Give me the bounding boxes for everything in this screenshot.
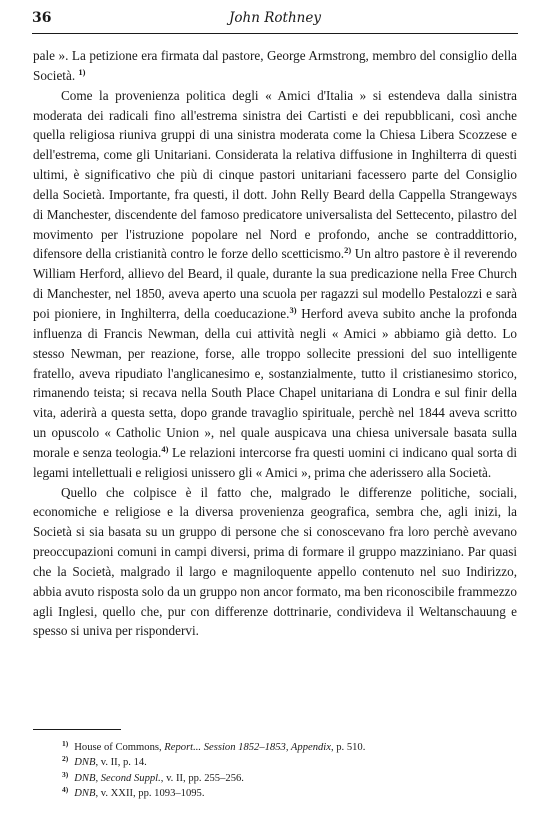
page-number: 36: [32, 10, 52, 26]
footnote-ref: 3): [289, 304, 297, 315]
footnote-ref: 2): [344, 245, 352, 256]
paragraph-text: Come la provenienza politica degli « Amici d'Italia » si estendeva dalla sinistra moderata dei radicali fino all'estrema sinistra dei Cartisti e dei repubblicani, così anche quella religiosa riuniva gruppi di una sinistra moderata come la Chiesa Libera Scozzese e dell'estrema, come gli Unitariani. Considerata la relativa diffusione in Inghilterra di questi ultimi, è significativo che più di cinque pastori unitariani facessero parte del Consiglio della Società. Importante, fra questi, il dott. John Relly Beard della Cappella Strangeways di Manchester, discendente del famoso predicatore universalista del Settecento, pilastro del movimento per l'istruzione popolare nel Nord e profondo, anche se contraddittorio, difensore della cristianità contro le forze dello scetticismo.: [33, 87, 517, 262]
paragraph-text: Un altro pastore è il reverendo William Herford, allievo del Beard, il quale, durante la sua predicazione nella Free Church di Manchester, nel 1850, aveva aperto una scuola per ragazzi sul modello Pestalozzi e sarà poi pioniere, in Inghilterra, della coeducazione.: [33, 246, 518, 321]
running-head: John Rothney: [229, 10, 321, 26]
footnote-ref: 4): [161, 443, 169, 454]
footnote-title: DNB, Second Suppl.: [74, 772, 161, 784]
header-rule: [32, 33, 518, 34]
footnote-mark: 4): [62, 784, 69, 794]
footnote-mark: 2): [62, 754, 69, 764]
footnote-title: DNB: [74, 787, 96, 799]
page-header: [32, 8, 518, 30]
paragraph-text: Quello che colpisce è il fatto che, malgrado le differenze politiche, sociali, economiche e religiose e la diversa provenienza geografica, sembra che, agli inizi, la Società si sia basata su un gruppo di persone che si conoscevano fra loro perchè avevano preoccupazioni comuni in campi diversi, prima di formare il gruppo mazziniano. Par quasi che la Società, malgrado il largo e magniloquente appello contenuto nel suo Indirizzo, abbia avuto risposta solo da un gruppo non ancor formato, ma ben riconoscibile frammezzo agli Inglesi, quello che, pur con differenze dottrinarie, condivideva il Weltanschauung e spesso si univa per rispondervi.: [33, 484, 517, 639]
footnote-title: DNB: [74, 757, 96, 769]
paragraph-1: [33, 46, 517, 86]
footnote-title: Report... Session 1852–1853, Appendix: [164, 742, 331, 753]
paragraph-text: Herford aveva subito anche la profonda influenza di Francis Newman, della cui attività negli « Amici » abbiamo già detto. Lo stesso Newman, per reazione, forse, alle troppo sollecite pressioni del suo intelligente fratello, aveva ripudiato l'anglicanesimo e, sostanzialmente, tutto il cristianesimo storico, rimanendo teista; si recava nella South Place Chapel unitariana di Londra e sul finir della vita, aderirà a questa setta, dopo grande travaglio spirituale, perchè nel 1844 aveva scritto un opuscolo « Catholic Union », nel quale auspicava una chiesa universale basata sulla morale e senza teologia.: [33, 305, 517, 460]
footnote-text: , v. II, pp. 255–256.: [160, 772, 244, 784]
footnote-text: , v. II, p. 14.: [95, 757, 147, 769]
footnote-mark: 1): [62, 739, 69, 748]
paragraph-3: [33, 483, 517, 642]
paragraph-text: Le relazioni intercorse fra questi uomini ci indicano qual sorta di legami intellettuali e religiosi unissero gli « Amici », prima che aderissero alla Società.: [33, 444, 517, 480]
footnote-1: [62, 740, 512, 755]
footnote-mark: 3): [62, 769, 69, 779]
footnote-3: [62, 771, 512, 786]
footnote-text: , v. XXII, pp. 1093–1095.: [95, 787, 205, 799]
footnotes: [62, 740, 512, 801]
footnote-text: , p. 510.: [330, 742, 366, 753]
paragraph-2: [33, 86, 517, 483]
footnote-text: House of Commons,: [74, 742, 165, 753]
footnote-2: [62, 755, 512, 770]
footnote-ref: 1): [78, 66, 86, 77]
footnote-4: [62, 786, 512, 801]
body-text: [33, 46, 517, 641]
paragraph-text: pale ». La petizione era firmata dal pastore, George Armstrong, membro del consiglio della Società.: [33, 48, 517, 83]
footnote-rule: [33, 729, 121, 730]
